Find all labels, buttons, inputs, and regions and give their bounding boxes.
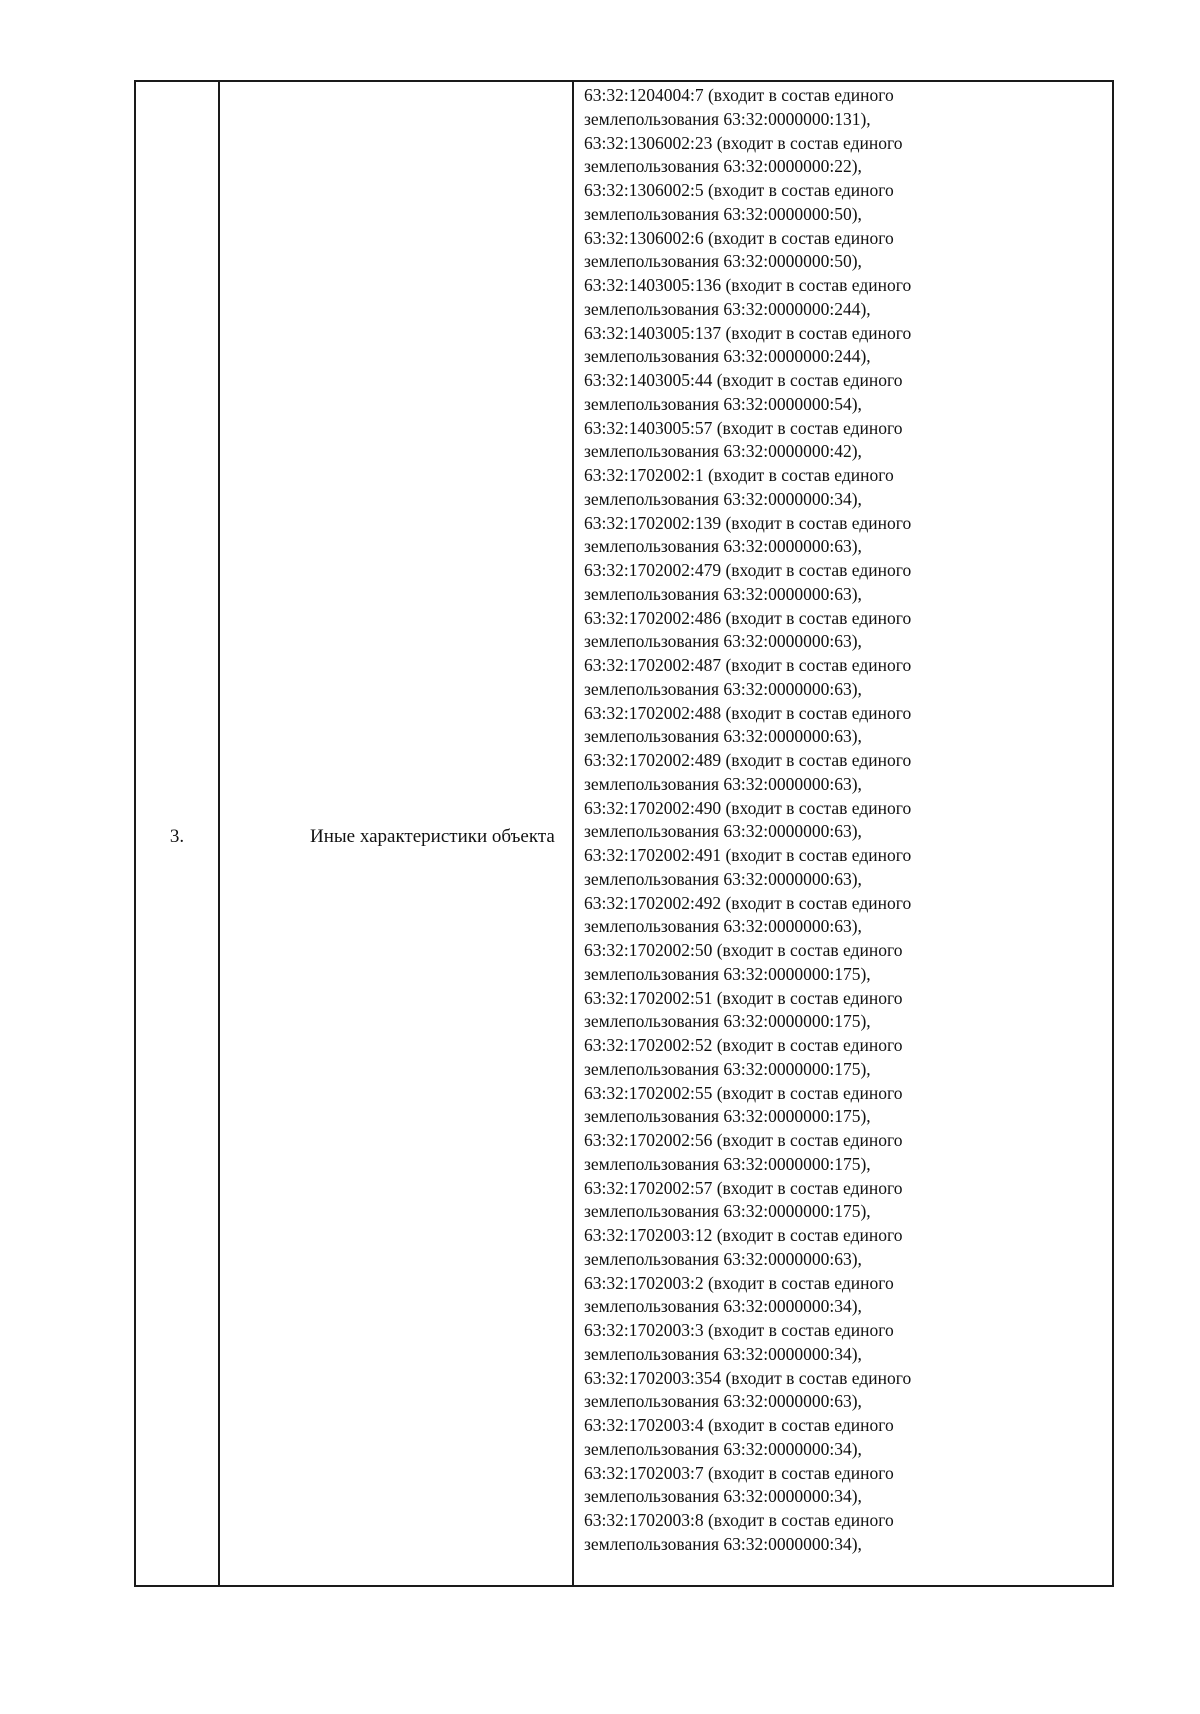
land-use-reference: землепользования 63:32:0000000:22), <box>584 156 862 177</box>
land-use-reference: землепользования 63:32:0000000:63), <box>584 678 862 699</box>
cadastral-number: 63:32:1702002:492 (входит в состав единого <box>584 892 912 913</box>
cadastral-number: 63:32:1702002:479 (входит в состав единого <box>584 560 912 580</box>
list-item <box>584 749 1104 797</box>
land-use-reference: землепользования 63:32:0000000:244), <box>584 298 871 319</box>
cadastral-number: 63:32:1702003:4 (входит в состав единого <box>584 1415 894 1435</box>
list-item <box>584 512 1104 560</box>
land-use-reference: землепользования 63:32:0000000:175), <box>584 1153 871 1174</box>
cadastral-number: 63:32:1702002:486 (входит в состав единого <box>584 607 912 628</box>
land-use-reference: землепользования 63:32:0000000:34), <box>584 1533 862 1554</box>
cadastral-number: 63:32:1702002:489 (входит в состав единого <box>584 750 912 770</box>
cadastral-number: 63:32:1702003:2 (входит в состав единого <box>584 1272 894 1293</box>
list-item <box>584 1462 1104 1510</box>
cadastral-number: 63:32:1702002:139 (входит в состав единого <box>584 512 912 533</box>
list-item <box>584 607 1104 655</box>
cadastral-number: 63:32:1403005:136 (входит в состав единого <box>584 275 912 295</box>
land-use-reference: землепользования 63:32:0000000:34), <box>584 488 862 509</box>
cadastral-number: 63:32:1204004:7 (входит в состав единого <box>584 85 894 105</box>
list-item <box>584 417 1104 465</box>
land-use-reference: землепользования 63:32:0000000:50), <box>584 251 862 272</box>
land-use-reference: землепользования 63:32:0000000:175), <box>584 1106 871 1127</box>
list-item <box>584 227 1104 275</box>
land-use-reference: землепользования 63:32:0000000:63), <box>584 916 862 937</box>
cadastral-number: 63:32:1702003:12 (входит в состав единого <box>584 1225 903 1245</box>
list-item <box>584 369 1104 417</box>
land-use-reference: землепользования 63:32:0000000:175), <box>584 1201 871 1222</box>
cadastral-number: 63:32:1702003:8 (входит в состав единого <box>584 1510 894 1530</box>
row-label: Иные характеристики объекта <box>310 826 555 847</box>
land-use-reference: землепользования 63:32:0000000:63), <box>584 583 862 604</box>
list-item <box>584 1414 1104 1462</box>
land-use-reference: землепользования 63:32:0000000:34), <box>584 1438 862 1459</box>
list-item <box>584 274 1104 322</box>
cadastral-number: 63:32:1702002:51 (входит в состав единого <box>584 987 903 1008</box>
document-table <box>134 80 1114 1587</box>
row-number-cell <box>136 82 220 1585</box>
cadastral-entries-list <box>584 84 1104 1557</box>
row-value-cell <box>572 82 1112 1585</box>
cadastral-number: 63:32:1702002:1 (входит в состав единого <box>584 465 894 485</box>
list-item <box>584 132 1104 180</box>
land-use-reference: землепользования 63:32:0000000:63), <box>584 773 862 794</box>
cadastral-number: 63:32:1702002:57 (входит в состав единого <box>584 1177 903 1198</box>
cadastral-number: 63:32:1403005:137 (входит в состав единого <box>584 322 912 343</box>
land-use-reference: землепользования 63:32:0000000:175), <box>584 963 871 984</box>
list-item <box>584 654 1104 702</box>
land-use-reference: землепользования 63:32:0000000:63), <box>584 1391 862 1412</box>
list-item <box>584 322 1104 370</box>
cadastral-number: 63:32:1403005:44 (входит в состав единого <box>584 370 903 390</box>
cadastral-number: 63:32:1702003:3 (входит в состав единого <box>584 1320 894 1340</box>
land-use-reference: землепользования 63:32:0000000:63), <box>584 631 862 652</box>
cadastral-number: 63:32:1403005:57 (входит в состав единого <box>584 417 903 438</box>
land-use-reference: землепользования 63:32:0000000:175), <box>584 1011 871 1032</box>
list-item <box>584 179 1104 227</box>
cadastral-number: 63:32:1702002:55 (входит в состав единого <box>584 1082 903 1103</box>
list-item <box>584 84 1104 132</box>
list-item <box>584 797 1104 845</box>
list-item <box>584 1319 1104 1367</box>
land-use-reference: землепользования 63:32:0000000:42), <box>584 441 862 462</box>
cadastral-number: 63:32:1306002:23 (входит в состав единого <box>584 132 903 153</box>
land-use-reference: землепользования 63:32:0000000:175), <box>584 1058 871 1079</box>
cadastral-number: 63:32:1702002:490 (входит в состав единого <box>584 797 912 818</box>
land-use-reference: землепользования 63:32:0000000:63), <box>584 726 862 747</box>
list-item <box>584 1082 1104 1130</box>
land-use-reference: землепользования 63:32:0000000:131), <box>584 108 871 129</box>
row-number: 3. <box>169 826 185 847</box>
cadastral-number: 63:32:1306002:6 (входит в состав единого <box>584 227 894 248</box>
land-use-reference: землепользования 63:32:0000000:63), <box>584 821 862 842</box>
land-use-reference: землепользования 63:32:0000000:50), <box>584 203 862 224</box>
cadastral-number: 63:32:1702002:50 (входит в состав единого <box>584 940 903 960</box>
land-use-reference: землепользования 63:32:0000000:244), <box>584 346 871 367</box>
list-item <box>584 939 1104 987</box>
list-item <box>584 987 1104 1035</box>
cadastral-number: 63:32:1702002:491 (входит в состав единого <box>584 845 912 865</box>
cadastral-number: 63:32:1306002:5 (входит в состав единого <box>584 180 894 200</box>
list-item <box>584 702 1104 750</box>
list-item <box>584 1224 1104 1272</box>
list-item <box>584 464 1104 512</box>
land-use-reference: землепользования 63:32:0000000:34), <box>584 1486 862 1507</box>
cadastral-number: 63:32:1702002:56 (входит в состав единого <box>584 1130 903 1150</box>
cadastral-number: 63:32:1702002:52 (входит в состав единого <box>584 1035 903 1055</box>
row-label-cell <box>218 82 574 1585</box>
land-use-reference: землепользования 63:32:0000000:63), <box>584 536 862 557</box>
land-use-reference: землепользования 63:32:0000000:34), <box>584 1343 862 1364</box>
list-item <box>584 892 1104 940</box>
list-item <box>584 1367 1104 1415</box>
list-item <box>584 844 1104 892</box>
cadastral-number: 63:32:1702002:487 (входит в состав единого <box>584 655 912 675</box>
land-use-reference: землепользования 63:32:0000000:54), <box>584 393 862 414</box>
list-item <box>584 1129 1104 1177</box>
land-use-reference: землепользования 63:32:0000000:63), <box>584 1248 862 1269</box>
cadastral-number: 63:32:1702003:7 (входит в состав единого <box>584 1462 894 1483</box>
land-use-reference: землепользования 63:32:0000000:63), <box>584 868 862 889</box>
list-item <box>584 1509 1104 1557</box>
list-item <box>584 1034 1104 1082</box>
land-use-reference: землепользования 63:32:0000000:34), <box>584 1296 862 1317</box>
cadastral-number: 63:32:1702002:488 (входит в состав единого <box>584 702 912 723</box>
cadastral-number: 63:32:1702003:354 (входит в состав единого <box>584 1367 912 1388</box>
list-item <box>584 559 1104 607</box>
list-item <box>584 1177 1104 1225</box>
list-item <box>584 1272 1104 1320</box>
